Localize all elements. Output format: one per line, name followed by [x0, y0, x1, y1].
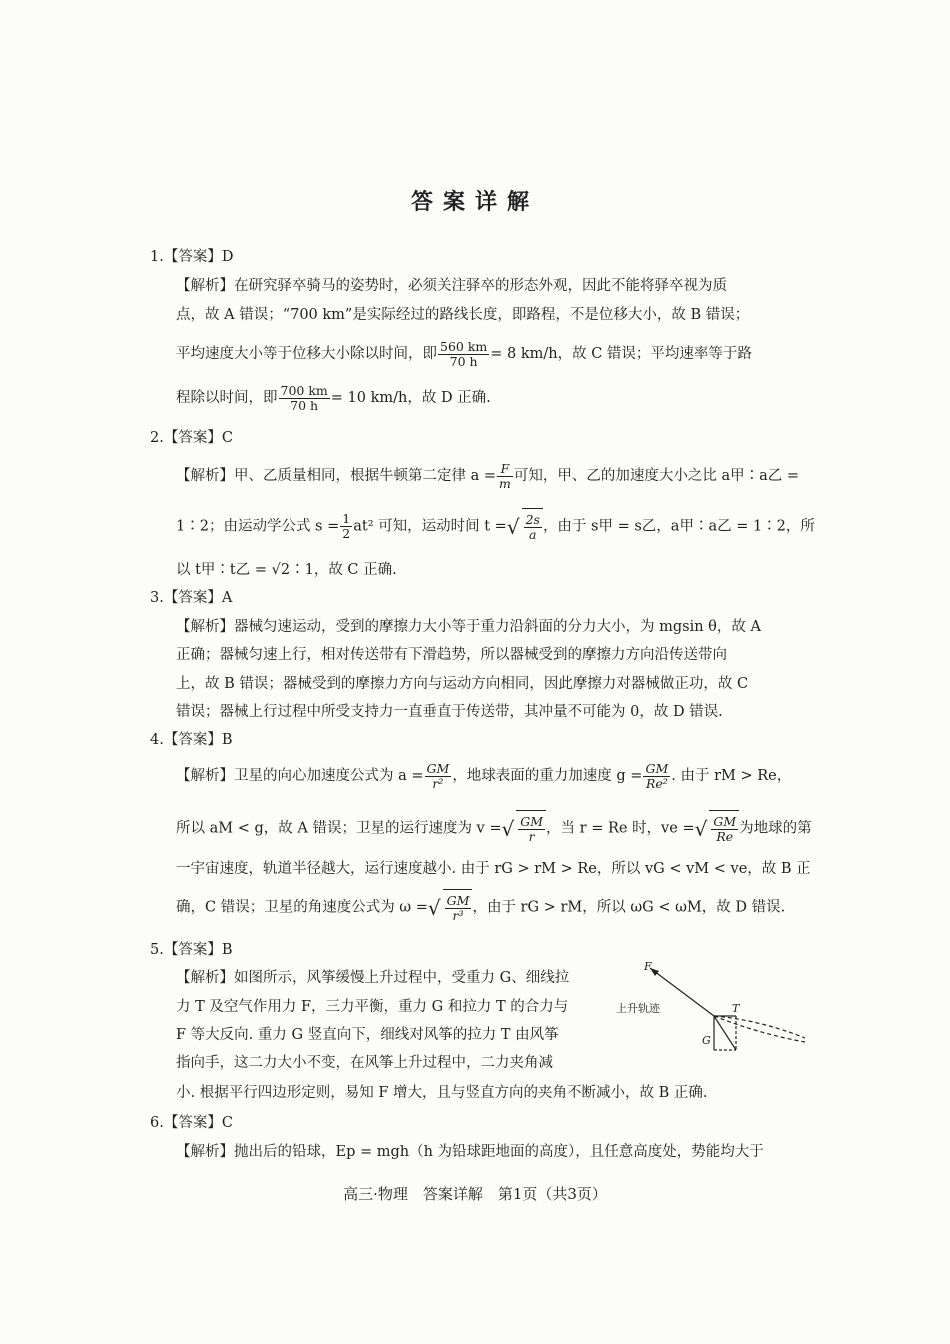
q1-fraction-2-num: 700 km	[280, 382, 328, 398]
q4-fraction-3-num: GM	[520, 813, 544, 829]
q2-fraction-3-den: a	[529, 526, 537, 542]
q1-fraction-1	[438, 340, 489, 369]
q4-sqrt-2	[709, 810, 739, 847]
q1-explain-line2: 点，故 A 错误；“700 km”是实际经过的路线长度，即路程，不是位移大小，故 B 错误；	[176, 307, 750, 323]
q2-sqrt	[522, 508, 543, 545]
sqrt-sign-1: √	[506, 514, 520, 539]
q4-text-b: ，地球表面的重力加速度 g =	[452, 768, 643, 784]
q2-fraction-3	[524, 513, 542, 542]
q2-explain-line2	[176, 508, 815, 548]
q4-text-f: 为地球的第	[739, 820, 812, 837]
q2-fraction-1	[497, 462, 513, 491]
q3-answer: 3.【答案】A	[150, 590, 233, 606]
force-resultant-line	[714, 1016, 736, 1050]
q2-fraction-3-num: 2s	[525, 511, 540, 527]
q4-fraction-1	[425, 762, 452, 791]
q2-explain-line1	[176, 458, 800, 498]
q2-text-a: 【解析】甲、乙质量相同，根据牛顿第二定律 a =	[176, 468, 497, 484]
q1-fraction-1-num: 560 km	[440, 338, 488, 354]
q4-text-c: . 由于 rM > Re，	[671, 768, 792, 784]
q4-text-h: ，由于 rG > rM，所以 ωG < ωM，故 D 错误.	[472, 899, 786, 916]
q4-fraction-4	[711, 815, 738, 844]
q1-fraction-2	[279, 384, 330, 413]
q3-explain-line2: 正确；器械匀速上行，相对传送带有下滑趋势，所以器械受到的摩擦力方向沿传送带向	[176, 647, 727, 663]
q5-explain-line5: 小. 根据平行四边形定则，易知 F 增大，且与竖直方向的夹角不断减小，故 B 正确.	[176, 1085, 708, 1101]
q4-explain-line1	[176, 758, 800, 798]
q4-sqrt-3	[443, 889, 473, 926]
q4-fraction-5	[445, 894, 472, 923]
q5-explain-line4: 指向手，这二力大小不变，在风筝上升过程中，二力夹角减	[176, 1055, 553, 1071]
sqrt-sign-4: √	[427, 895, 441, 920]
q2-explain-line3: 以 t甲∶t乙 = √2∶1，故 C 正确.	[176, 562, 397, 578]
q4-explain-line2	[176, 810, 812, 850]
q4-fraction-4-num: GM	[713, 813, 737, 829]
q6-answer: 6.【答案】C	[150, 1115, 233, 1131]
q4-fraction-1-num: GM	[426, 760, 450, 776]
sqrt-sign-3: √	[694, 816, 708, 841]
q1-fraction-1-den: 70 h	[449, 353, 478, 369]
label-G: G	[702, 1034, 711, 1047]
q4-sqrt-1	[516, 810, 546, 847]
q1-text-c: 程除以时间，即	[176, 390, 278, 406]
label-T: T	[732, 1002, 740, 1015]
q4-text-d: 所以 aM < g，故 A 错误；卫星的运行速度为 v =	[176, 820, 502, 837]
q4-explain-line4	[176, 889, 800, 929]
q4-text-a: 【解析】卫星的向心加速度公式为 a =	[176, 768, 424, 784]
q4-explain-line3: 一宇宙速度，轨道半径越大，运行速度越小. 由于 rG > rM > Re，所以 vG < vM < ve，故 B 正	[176, 861, 811, 877]
q2-fraction-2	[340, 512, 352, 541]
q1-text-b: = 8 km/h，故 C 错误；平均速率等于路	[490, 346, 752, 362]
q2-fraction-2-num: 1	[342, 511, 351, 526]
q4-fraction-3	[518, 815, 545, 844]
q2-fraction-1-num: F	[497, 462, 513, 477]
q4-fraction-5-num: GM	[446, 892, 470, 908]
string-curve-1	[714, 1016, 805, 1038]
q4-fraction-5-den: r³	[452, 907, 464, 923]
q3-explain-line3: 上，故 B 错误；器械受到的摩擦力方向与运动方向相同，因此摩擦力对器械做正功，故 C	[176, 676, 749, 692]
q2-fraction-2-den: 2	[342, 526, 351, 541]
kite-force-diagram	[610, 958, 810, 1078]
label-F: F	[644, 960, 652, 973]
q4-fraction-1-den: r²	[432, 775, 444, 791]
q4-text-g: 确，C 错误；卫星的角速度公式为 ω =	[176, 899, 428, 916]
q5-explain-line2: 力 T 及空气作用力 F，三力平衡，重力 G 和拉力 T 的合力与	[176, 999, 569, 1015]
q4-fraction-2-num: GM	[645, 760, 669, 776]
q4-answer: 4.【答案】B	[150, 732, 233, 748]
label-track: 上升轨迹	[616, 1002, 660, 1015]
q2-text-e: ，由于 s甲 = s乙，a甲∶a乙 = 1∶2，所	[542, 518, 815, 535]
q4-fraction-4-den: Re	[716, 828, 734, 844]
q1-answer: 1.【答案】D	[150, 249, 234, 265]
q1-text-a: 平均速度大小等于位移大小除以时间，即	[176, 346, 437, 362]
page-footer: 高三·物理 答案详解 第1页（共3页）	[343, 1185, 607, 1203]
q1-explain-line3	[176, 336, 800, 376]
q5-explain-line3: F 等大反向. 重力 G 竖直向下，细线对风筝的拉力 T 由风筝	[176, 1027, 559, 1043]
q2-text-d: at² 可知，运动时间 t =	[353, 518, 507, 535]
q3-explain-line4: 错误；器械上行过程中所受支持力一直垂直于传送带，其冲量不可能为 0，故 D 错误.	[176, 704, 723, 720]
q2-text-b: 可知，甲、乙的加速度大小之比 a甲∶a乙 =	[513, 468, 800, 484]
q1-explain-line1: 【解析】在研究驿卒骑马的姿势时，必须关注驿卒的形态外观，因此不能将驿卒视为质	[176, 278, 727, 294]
q1-text-d: = 10 km/h，故 D 正确.	[330, 390, 491, 406]
q2-text-c: 1∶2；由运动学公式 s =	[176, 518, 340, 535]
q4-fraction-2	[643, 762, 670, 791]
q4-text-e: ，当 r = Re 时，ve =	[546, 820, 695, 837]
q1-explain-line4	[176, 380, 800, 420]
q1-fraction-2-den: 70 h	[290, 397, 319, 413]
page-title: 答案详解	[410, 190, 539, 215]
q5-answer: 5.【答案】B	[150, 942, 233, 958]
q3-explain-line1: 【解析】器械匀速运动，受到的摩擦力大小等于重力沿斜面的分力大小，为 mgsin θ，故 A	[176, 619, 761, 635]
q5-explain-line1: 【解析】如图所示，风筝缓慢上升过程中，受重力 G、细线拉	[176, 970, 570, 986]
q4-fraction-3-den: r	[528, 828, 535, 844]
q6-explain-line1: 【解析】抛出后的铅球，Ep = mgh（h 为铅球距地面的高度），且任意高度处，势能均大于	[176, 1144, 764, 1160]
sqrt-sign-2: √	[501, 816, 515, 841]
q2-fraction-1-den: m	[499, 475, 511, 491]
q4-fraction-2-den: Re²	[645, 775, 668, 791]
q2-answer: 2.【答案】C	[150, 430, 233, 446]
